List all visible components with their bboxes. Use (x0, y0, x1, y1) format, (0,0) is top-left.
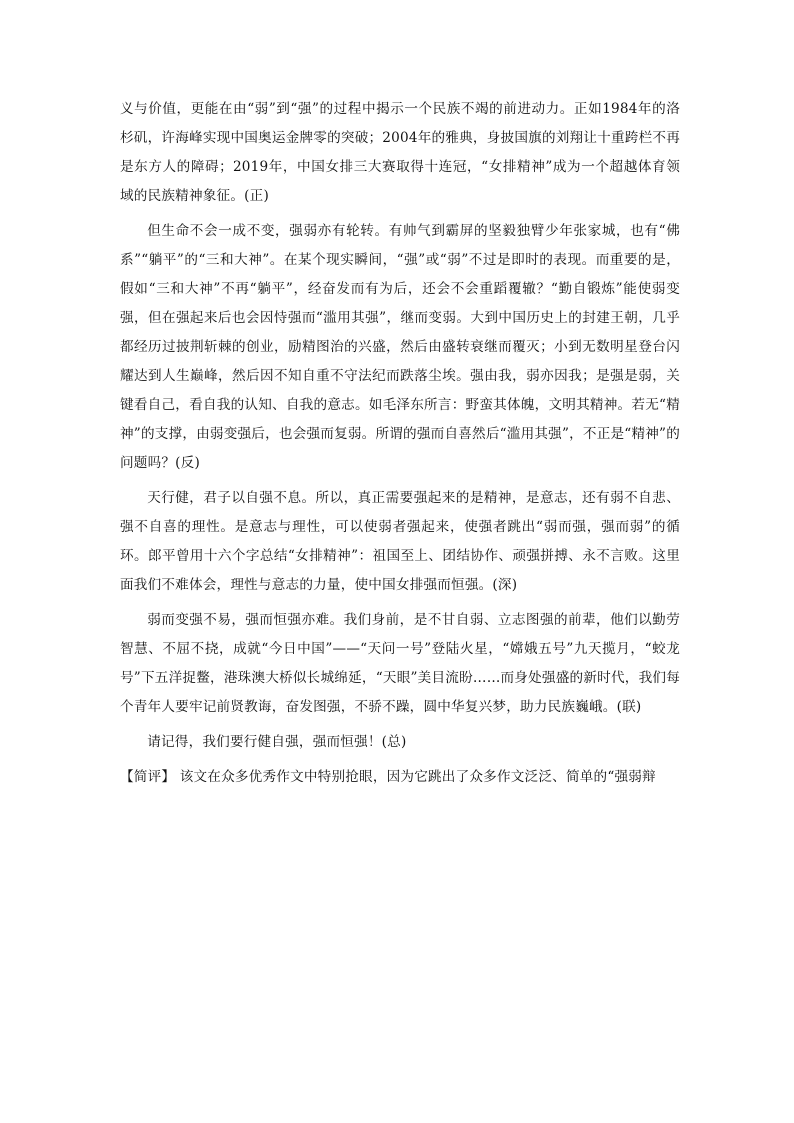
comment-paragraph (120, 763, 680, 792)
paragraph-2: 但生命不会一成不变，强弱亦有轮转。有帅气到霸屏的坚毅独臂少年张家城，也有“佛系”“躺平”的“三和大神”。在某个现实瞬间，“强”或“弱”不过是即时的表现。而重要的是，假如“三和大神”不再“躺平”，经奋发而有为后，还会不会重蹈覆辙？“勤自锻炼”能使弱变强，但在强起来后也会因恃强而“滥用其强”，继而变弱。大到中国历史上的封建王朝，几乎都经历过披荆斩棘的创业，励精图治的兴盛，然后由盛转衰继而覆灭；小到无数明星登台闪耀达到人生巅峰，然后因不知自重不守法纪而跌落尘埃。强由我，弱亦因我；是强是弱，关键看自己，看自我的认知、自我的意志。如毛泽东所言：野蛮其体魄，文明其精神。若无“精神”的支撑，由弱变强后，也会强而复弱。所谓的强而自喜然后“滥用其强”，不正是“精神”的问题吗？(反) (120, 223, 680, 471)
comment-label: 【简评】 (120, 769, 176, 785)
paragraph-4: 弱而变强不易，强而恒强亦难。我们身前，是不甘自弱、立志图强的前辈，他们以勤劳智慧、不屈不挠，成就“今日中国”——“天问一号”登陆火星，“嫦娥五号”九天揽月，“蛟龙号”下五洋捉鳖，港珠澳大桥似长城绵延，“天眼”美目流盼……而身处强盛的新时代，我们每个青年人要牢记前贤教诲，奋发图强，不骄不躁，圆中华复兴梦，助力民族巍峨。(联) (120, 612, 680, 715)
essay-body (120, 95, 680, 798)
paragraph-5: 请记得，我们要行健自强，强而恒强！(总) (147, 734, 407, 750)
paragraph-3: 天行健，君子以自强不息。所以，真正需要强起来的是精神，是意志，还有弱不自悲、强不自喜的理性。是意志与理性，可以使弱者强起来，使强者跳出“弱而强，强而弱”的循环。郎平曾用十六个字总结“女排精神”：祖国至上、团结协作、顽强拼搏、永不言败。这里面我们不难体会，理性与意志的力量，使中国女排强而恒强。(深) (120, 490, 680, 593)
comment-text: 该文在众多优秀作文中特别抢眼，因为它跳出了众多作文泛泛、简单的“强弱辩 (179, 769, 656, 785)
paragraph-1: 义与价值，更能在由“弱”到“强”的过程中揭示一个民族不竭的前进动力。正如1984年的洛杉矶，许海峰实现中国奥运金牌零的突破；2004年的雅典，身披国旗的刘翔让十重跨栏不再是东方人的障碍；2019年，中国女排三大赛取得十连冠，“女排精神”成为一个超越体育领域的民族精神象征。(正) (120, 101, 680, 204)
